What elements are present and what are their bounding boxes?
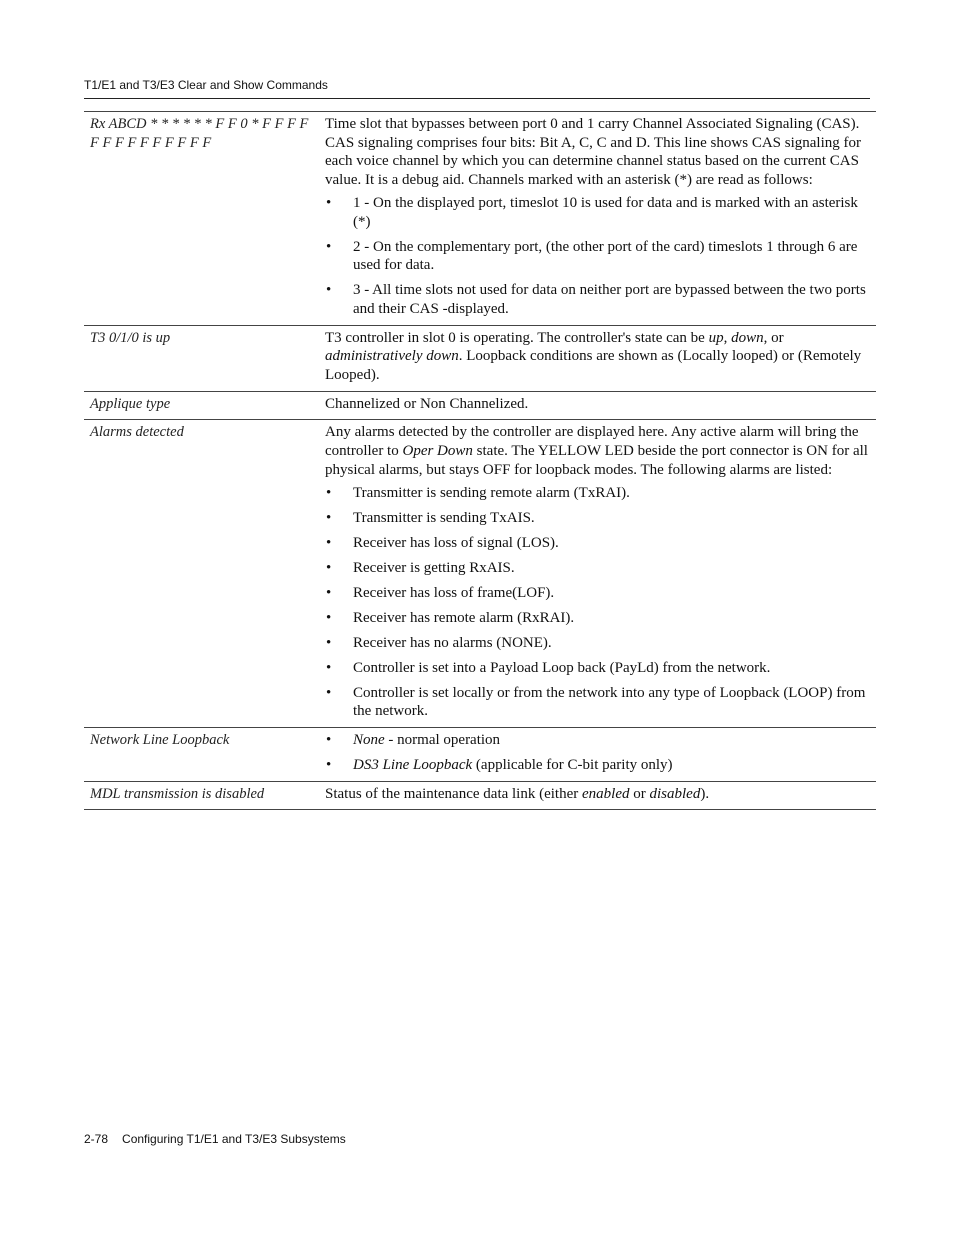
emphasis-text: Oper Down (402, 443, 473, 460)
text-run: . Loopback conditions are shown as (Locally looped) or (Remotely Looped). (325, 348, 862, 384)
description-text (325, 423, 870, 479)
list-item (325, 559, 870, 578)
field-name: Applique type (84, 391, 319, 420)
description-text (325, 785, 870, 804)
bullet-icon: • (326, 534, 332, 551)
description-text (325, 329, 870, 385)
emphasis-text: enabled (582, 785, 630, 802)
description-text: Time slot that bypasses between port 0 and 1 carry Channel Associated Signaling (CAS). CAS signaling comprises four bits: Bit A, C, C and D. This line shows CAS signaling for each voice channel by which you can determine channel status based on the current CAS value. It is a debug aid. Channels marked with an asterisk (*) are read as follows: (325, 116, 861, 189)
table-row (84, 420, 876, 728)
field-name: T3 0/1/0 is up (84, 325, 319, 391)
bullet-icon: • (326, 509, 332, 526)
list-item (325, 584, 870, 603)
text-run: state. The YELLOW LED beside the port connector is ON for all physical alarms, but stays OFF for loopback modes. The following alarms are listed: (325, 443, 868, 478)
field-description (319, 112, 876, 326)
list-item-text: 2 - On the complementary port, (the other port of the card) timeslots 1 through 6 are used for data. (353, 238, 858, 274)
bullet-icon: • (326, 634, 332, 651)
text-run: , (723, 329, 732, 346)
list-item-text: Transmitter is sending remote alarm (TxRAI). (353, 484, 630, 501)
list-item (325, 684, 870, 721)
list-item-text: Controller is set into a Payload Loop back (PayLd) from the network. (353, 659, 771, 676)
emphasis-text: DS3 Line Loopback (353, 756, 473, 773)
emphasis-text: down (731, 329, 764, 346)
bullet-icon: • (326, 609, 332, 626)
field-description (319, 325, 876, 391)
page-number: 2-78 (84, 1132, 109, 1146)
list-item-text: - normal operation (384, 731, 501, 748)
list-item-text: Receiver has no alarms (NONE). (353, 634, 552, 651)
list-item (325, 194, 870, 231)
list-item-text: Transmitter is sending TxAIS. (353, 509, 535, 526)
running-header: T1/E1 and T3/E3 Clear and Show Commands (84, 78, 328, 92)
text-run: Status of the maintenance data link (either (325, 785, 582, 802)
emphasis-text: disabled (649, 785, 701, 802)
text-run: ). (700, 785, 710, 802)
list-item (325, 484, 870, 503)
list-item-text: Receiver is getting RxAIS. (353, 559, 515, 576)
list-item (325, 731, 870, 750)
field-description (319, 781, 876, 810)
bullet-icon: • (326, 559, 332, 576)
list-item-text: Receiver has loss of signal (LOS). (353, 534, 559, 551)
text-run: Any alarms detected by the controller are displayed here. Any active alarm will bring the controller to (325, 424, 859, 460)
bullet-icon: • (326, 731, 332, 748)
table-row (84, 325, 876, 391)
header-rule (84, 98, 870, 99)
field-description (319, 727, 876, 781)
field-name: Alarms detected (84, 420, 319, 728)
emphasis-text: None (353, 731, 385, 748)
list-item-text: Receiver has loss of frame(LOF). (353, 584, 555, 601)
list-item (325, 609, 870, 628)
field-name: MDL transmission is disabled (84, 781, 319, 810)
text-run: T3 controller in slot 0 is operating. The controller's state can be (325, 329, 709, 346)
text-run: , or (763, 329, 784, 346)
bullet-list (325, 731, 870, 775)
description-text: Channelized or Non Channelized. (325, 395, 529, 412)
bullet-icon: • (326, 238, 332, 255)
bullet-icon: • (326, 659, 332, 676)
field-name: Network Line Loopback (84, 727, 319, 781)
bullet-icon: • (326, 282, 332, 299)
list-item (325, 634, 870, 653)
table-row (84, 781, 876, 810)
field-description (319, 391, 876, 420)
bullet-icon: • (326, 684, 332, 701)
bullet-icon: • (326, 484, 332, 501)
text-run: or (629, 785, 650, 802)
bullet-list (325, 484, 870, 721)
table-row (84, 391, 876, 420)
emphasis-text: administratively down (325, 348, 459, 365)
command-output-table (84, 111, 870, 810)
list-item (325, 534, 870, 553)
running-footer (84, 1132, 346, 1146)
bullet-icon: • (326, 756, 332, 773)
list-item-text: (applicable for C-bit parity only) (472, 756, 673, 773)
list-item (325, 756, 870, 775)
field-description (319, 420, 876, 728)
list-item (325, 281, 870, 318)
list-item-text: 1 - On the displayed port, timeslot 10 is used for data and is marked with an asterisk (*) (353, 194, 858, 230)
list-item-text: Controller is set locally or from the network into any type of Loopback (LOOP) from the network. (353, 684, 866, 720)
bullet-icon: • (326, 194, 332, 211)
list-item (325, 238, 870, 275)
list-item-text: Receiver has remote alarm (RxRAI). (353, 609, 575, 626)
footer-section-title: Configuring T1/E1 and T3/E3 Subsystems (122, 1132, 346, 1146)
bullet-list (325, 194, 870, 319)
emphasis-text: up (708, 329, 724, 346)
field-name: Rx ABCD * * * * * * F F 0 * F F F F F F F F F F F F F F (84, 112, 319, 326)
field-description-table (84, 111, 876, 810)
table-row (84, 112, 876, 326)
bullet-icon: • (326, 584, 332, 601)
list-item-text: 3 - All time slots not used for data on neither port are bypassed between the two ports and their CAS -displayed. (353, 282, 866, 317)
list-item (325, 509, 870, 528)
list-item (325, 659, 870, 678)
table-row (84, 727, 876, 781)
